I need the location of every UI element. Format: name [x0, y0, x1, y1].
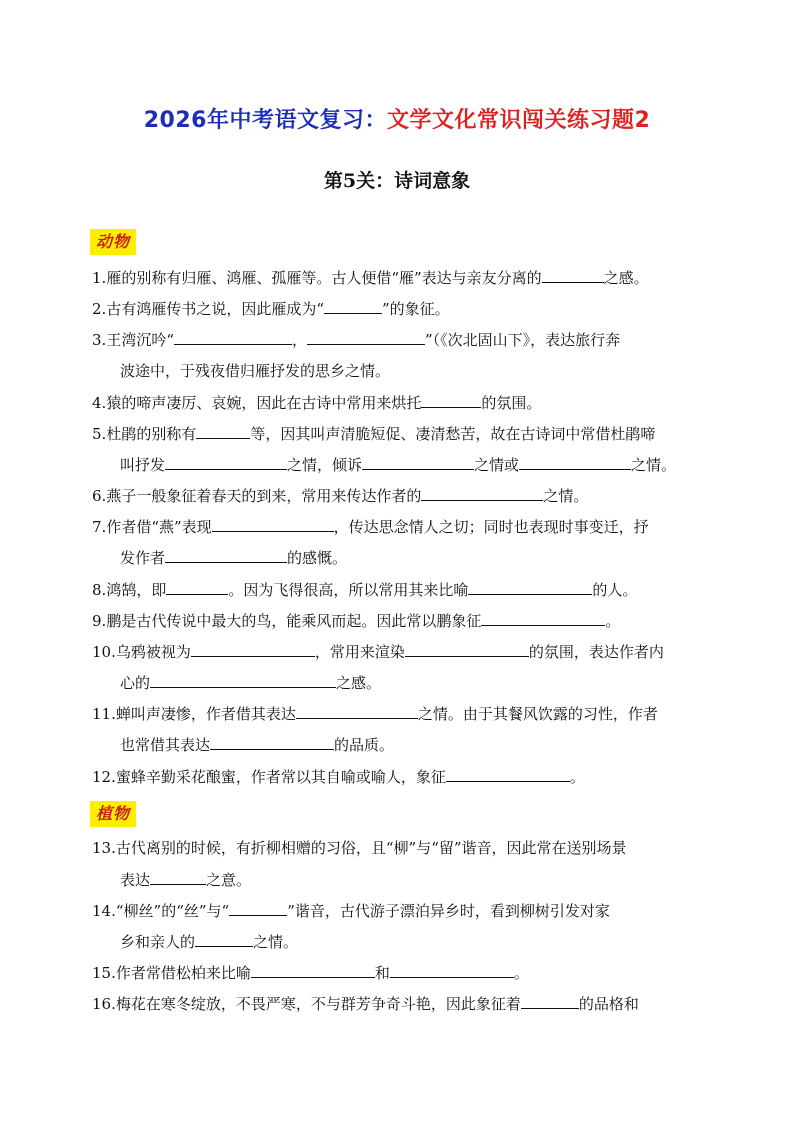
question-text: 。因为飞得很高，所以常用其来比喻 [228, 581, 469, 599]
question-11 [92, 699, 698, 730]
question-text: 杜鹃的别称有 [106, 425, 197, 443]
question-13 [92, 833, 698, 864]
question-number: 4. [92, 394, 107, 412]
question-4 [92, 388, 698, 419]
question-text: 鸿鹄，即 [106, 581, 167, 599]
answer-blank[interactable] [405, 637, 529, 657]
answer-blank[interactable] [542, 263, 604, 283]
question-number: 9. [92, 612, 107, 630]
question-number: 3. [92, 331, 107, 349]
section-label-animals: 动物 [90, 229, 136, 255]
answer-blank[interactable] [165, 450, 287, 470]
question-number: 7. [92, 518, 107, 536]
question-text: 和 [374, 964, 390, 982]
answer-blank[interactable] [191, 637, 315, 657]
question-text: 之感。 [603, 269, 649, 287]
question-text: 的人。 [592, 581, 638, 599]
question-9 [92, 606, 698, 637]
question-text: 等，因其叫声清脆短促、凄清愁苦，故在古诗词中常借杜鹃啼 [250, 425, 656, 443]
question-text: 的品质。 [334, 736, 395, 754]
question-text: 。 [605, 612, 621, 630]
answer-blank[interactable] [212, 512, 334, 532]
question-text: 王湾沉吟“ [106, 331, 174, 349]
answer-blank[interactable] [390, 958, 514, 978]
question-text: 之意。 [206, 871, 252, 889]
question-text: 也常借其表达 [120, 736, 211, 754]
question-text: 之情，倾诉 [287, 456, 363, 474]
question-text: 雁的别称有归雁、鸿雁、孤雁等。古人便借“雁”表达与亲友分离的 [106, 269, 542, 287]
question-number: 15. [92, 964, 116, 982]
answer-blank[interactable] [150, 668, 336, 688]
question-text: 作者借“燕”表现 [106, 518, 212, 536]
question-number: 6. [92, 487, 107, 505]
question-13-continued [120, 865, 698, 896]
question-number: 1. [92, 269, 107, 287]
question-11-continued [120, 730, 698, 761]
question-number: 11. [92, 705, 116, 723]
question-text: 作者常借松柏来比喻 [115, 964, 251, 982]
question-text: 梅花在寒冬绽放，不畏严寒，不与群芳争奇斗艳，因此象征着 [115, 995, 521, 1013]
question-number: 8. [92, 581, 107, 599]
question-text: 之情。 [631, 456, 677, 474]
question-3 [92, 325, 698, 356]
question-text: 发作者 [120, 549, 166, 567]
question-text: “柳丝”的“丝”与“ [115, 902, 230, 920]
answer-blank[interactable] [446, 762, 570, 782]
answer-blank[interactable] [251, 958, 375, 978]
answer-blank[interactable] [421, 481, 543, 501]
question-text: 之感。 [336, 674, 382, 692]
question-text: 叫抒发 [120, 456, 166, 474]
question-text: 蜜蜂辛勤采花酿蜜，作者常以其自喻或喻人，象征 [115, 768, 446, 786]
question-5-continued [120, 450, 698, 481]
question-text: 之情。由于其餐风饮露的习性，作者 [417, 705, 658, 723]
question-text: 古代离别的时候，有折柳相赠的习俗，且“柳”与“留”谐音，因此常在送别场景 [115, 839, 627, 857]
question-text: ”谐音，古代游子漂泊异乡时，看到柳树引发对家 [287, 902, 610, 920]
question-5 [92, 419, 698, 450]
question-7 [92, 512, 698, 543]
answer-blank[interactable] [421, 388, 481, 408]
question-text: 之情或 [474, 456, 520, 474]
question-text: ， [291, 331, 307, 349]
question-number: 2. [92, 300, 107, 318]
question-text: ，传达思念情人之切；同时也表现时事变迁，抒 [333, 518, 649, 536]
question-14-continued [120, 927, 698, 958]
answer-blank[interactable] [166, 575, 228, 595]
page-title-red: 文学文化常识闯关练习题2 [386, 108, 651, 133]
question-text: ”（《次北固山下》，表达旅行奔 [425, 331, 621, 349]
question-text: 心的 [120, 674, 151, 692]
question-15 [92, 958, 698, 989]
question-text: 之情。 [543, 487, 589, 505]
answer-blank[interactable] [521, 989, 579, 1009]
question-text: 古有鸿雁传书之说，因此雁成为“ [106, 300, 324, 318]
answer-blank[interactable] [307, 325, 425, 345]
question-text: 的感慨。 [287, 549, 348, 567]
page-title-blue: 2026年中考语文复习： [143, 108, 387, 133]
answer-blank[interactable] [229, 896, 287, 916]
question-text: 。 [513, 964, 529, 982]
question-14 [92, 896, 698, 927]
answer-blank[interactable] [324, 294, 382, 314]
answer-blank[interactable] [195, 927, 253, 947]
question-text: 燕子一般象征着春天的到来，常用来传达作者的 [106, 487, 422, 505]
question-text: 表达 [120, 871, 151, 889]
answer-blank[interactable] [468, 575, 592, 595]
answer-blank[interactable] [174, 325, 292, 345]
question-number: 12. [92, 768, 116, 786]
question-text: 猿的啼声凄厉、哀婉，因此在古诗中常用来烘托 [106, 394, 422, 412]
question-2 [92, 294, 698, 325]
question-text: 的氛围。 [481, 394, 542, 412]
question-text: ，常用来渲染 [314, 643, 405, 661]
answer-blank[interactable] [362, 450, 474, 470]
question-3-continued: 波途中，于残夜借归雁抒发的思乡之情。 [120, 362, 391, 380]
section-label-plants: 植物 [90, 801, 136, 827]
question-6 [92, 481, 698, 512]
answer-blank[interactable] [196, 419, 250, 439]
page-subtitle: 第5关：诗词意象 [323, 170, 471, 192]
question-1 [92, 263, 698, 294]
question-text: 。 [569, 768, 585, 786]
question-number: 5. [92, 425, 107, 443]
question-number: 14. [92, 902, 116, 920]
question-text: ”的象征。 [381, 300, 450, 318]
question-12 [92, 762, 698, 793]
answer-blank[interactable] [165, 543, 287, 563]
question-10 [92, 637, 698, 668]
answer-blank[interactable] [519, 450, 631, 470]
answer-blank[interactable] [296, 699, 418, 719]
question-text: 鹏是古代传说中最大的鸟，能乘风而起。因此常以鹏象征 [106, 612, 482, 630]
question-8 [92, 575, 698, 606]
question-text: 蝉叫声凄惨，作者借其表达 [115, 705, 296, 723]
question-number: 16. [92, 995, 116, 1013]
answer-blank[interactable] [150, 865, 206, 885]
question-text: 乡和亲人的 [120, 933, 196, 951]
question-7-continued [120, 543, 698, 574]
question-number: 13. [92, 839, 116, 857]
question-16 [92, 989, 698, 1020]
question-text: 的品格和 [578, 995, 639, 1013]
question-10-continued [120, 668, 698, 699]
page-title [0, 103, 794, 134]
question-text: 乌鸦被视为 [115, 643, 191, 661]
answer-blank[interactable] [210, 730, 334, 750]
question-text: 的氛围，表达作者内 [528, 643, 664, 661]
question-text: 之情。 [253, 933, 299, 951]
question-number: 10. [92, 643, 116, 661]
answer-blank[interactable] [481, 606, 605, 626]
